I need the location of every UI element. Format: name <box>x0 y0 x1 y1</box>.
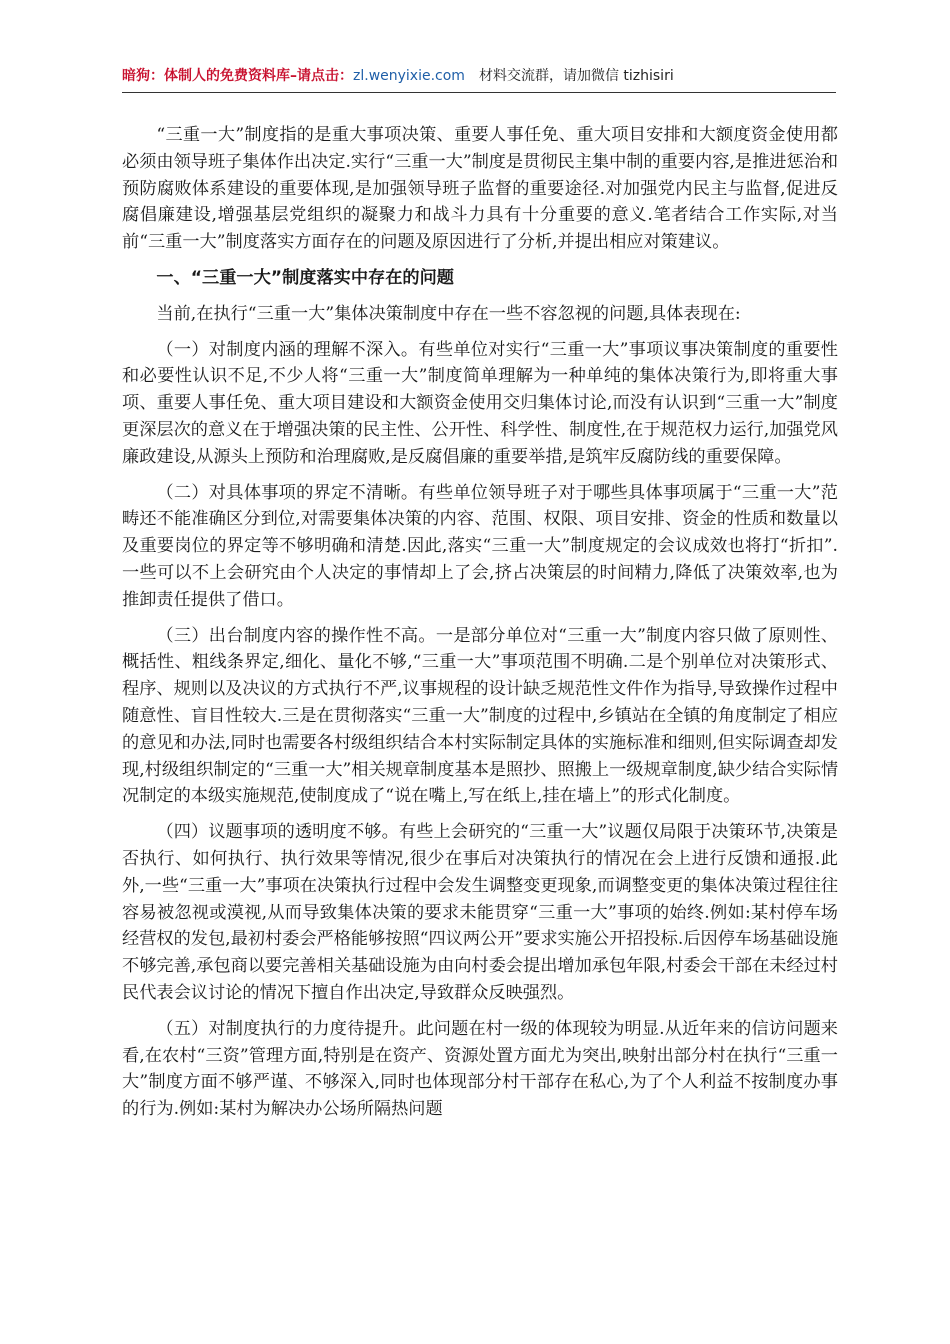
issue-paragraph-1: （一）对制度内涵的理解不深入。有些单位对实行“三重一大”事项议事决策制度的重要性和必要性认识不足,不少人将“三重一大”制度简单理解为一种单纯的集体决策行为,即将重大事项、重要人事任免、重大项目建设和大额资金使用交归集体讨论,而没有认识到“三重一大”制度更深层次的意义在于增强决策的民主性、公开性、科学性、制度性,在于规范权力运行,加强党风廉政建设,从源头上预防和治理腐败,是反腐倡廉的重要举措,是筑牢反腐防线的重要保障。 <box>122 339 838 467</box>
issue-paragraph-3: （三）出台制度内容的操作性不高。一是部分单位对“三重一大”制度内容只做了原则性、概括性、粗线条界定,细化、量化不够,“三重一大”事项范围不明确.二是个别单位对决策形式、程序、规则以及决议的方式执行不严,议事规程的设计缺乏规范性文件作为指导,导致操作过程中随意性、盲目性较大.三是在贯彻落实“三重一大”制度的过程中,乡镇站在全镇的角度制定了相应的意见和办法,同时也需要各村级组织结合本村实际制定具体的实施标准和细则,但实际调查却发现,村级组织制定的“三重一大”相关规章制度基本是照抄、照搬上一级规章制度,缺少结合实际情况制定的本级实施规范,使制度成了“说在嘴上,写在纸上,挂在墙上”的形式化制度。 <box>122 625 839 807</box>
section-intro-paragraph: 当前,在执行“三重一大”集体决策制度中存在一些不容忽视的问题,具体表现在: <box>156 303 741 324</box>
section-heading: 一、“三重一大”制度落实中存在的问题 <box>156 267 454 288</box>
header-divider <box>122 92 836 93</box>
document-body <box>122 122 838 1132</box>
issue-paragraph-4: （四）议题事项的透明度不够。有些上会研究的“三重一大”议题仅局限于决策环节,决策是否执行、如何执行、执行效果等情况,很少在事后对决策执行的情况在会上进行反馈和通报.此外,一些“三重一大”事项在决策执行过程中会发生调整变更现象,而调整变更的集体决策过程往往容易被忽视或漠视,从而导致集体决策的要求未能贯穿“三重一大”事项的始终.例如:某村停车场经营权的发包,最初村委会严格能够按照“四议两公开”要求实施公开招投标.后因停车场基础设施不够完善,承包商以要完善相关基础设施为由向村委会提出增加承包年限,村委会干部在未经过村民代表会议讨论的情况下擅自作出决定,导致群众反映强烈。 <box>122 822 839 1003</box>
click-prefix: –请点击： <box>290 68 353 84</box>
page-header <box>122 66 836 86</box>
site-name[interactable]: 暗狗：体制人的免费资料库 <box>122 68 290 84</box>
contact-info: 材料交流群，请加微信 tizhisiri <box>478 68 674 84</box>
issue-paragraph-5: （五）对制度执行的力度待提升。此问题在村一级的体现较为明显.从近年来的信访问题来看,在农村“三资”管理方面,特别是在资产、资源处置方面尤为突出,映射出部分村在执行“三重一大”制度方面不够严谨、不够深入,同时也体现部分村干部存在私心,为了个人利益不按制度办事的行为.例如:某村为解决办公场所隔热问题 <box>122 1018 838 1120</box>
intro-paragraph: “三重一大”制度指的是重大事项决策、重要人事任免、重大项目安排和大额度资金使用都必须由领导班子集体作出决定.实行“三重一大”制度是贯彻民主集中制的重要内容,是推进惩治和预防腐败体系建设的重要体现,是加强领导班子监督的重要途径.对加强党内民主与监督,促进反腐倡廉建设,增强基层党组织的凝聚力和战斗力具有十分重要的意义.笔者结合工作实际,对当前“三重一大”制度落实方面存在的问题及原因进行了分析,并提出相应对策建议。 <box>122 125 839 253</box>
site-url-link[interactable]: zl.wenyixie.com <box>353 68 465 84</box>
issue-paragraph-2: （二）对具体事项的界定不清晰。有些单位领导班子对于哪些具体事项属于“三重一大”范畴还不能准确区分到位,对需要集体决策的内容、范围、权限、项目安排、资金的性质和数量以及重要岗位的界定等不够明确和清楚.因此,落实“三重一大”制度规定的会议成效也将打“折扣”.一些可以不上会研究由个人决定的事情却上了会,挤占决策层的时间精力,降低了决策效率,也为推卸责任提供了借口。 <box>122 482 838 610</box>
